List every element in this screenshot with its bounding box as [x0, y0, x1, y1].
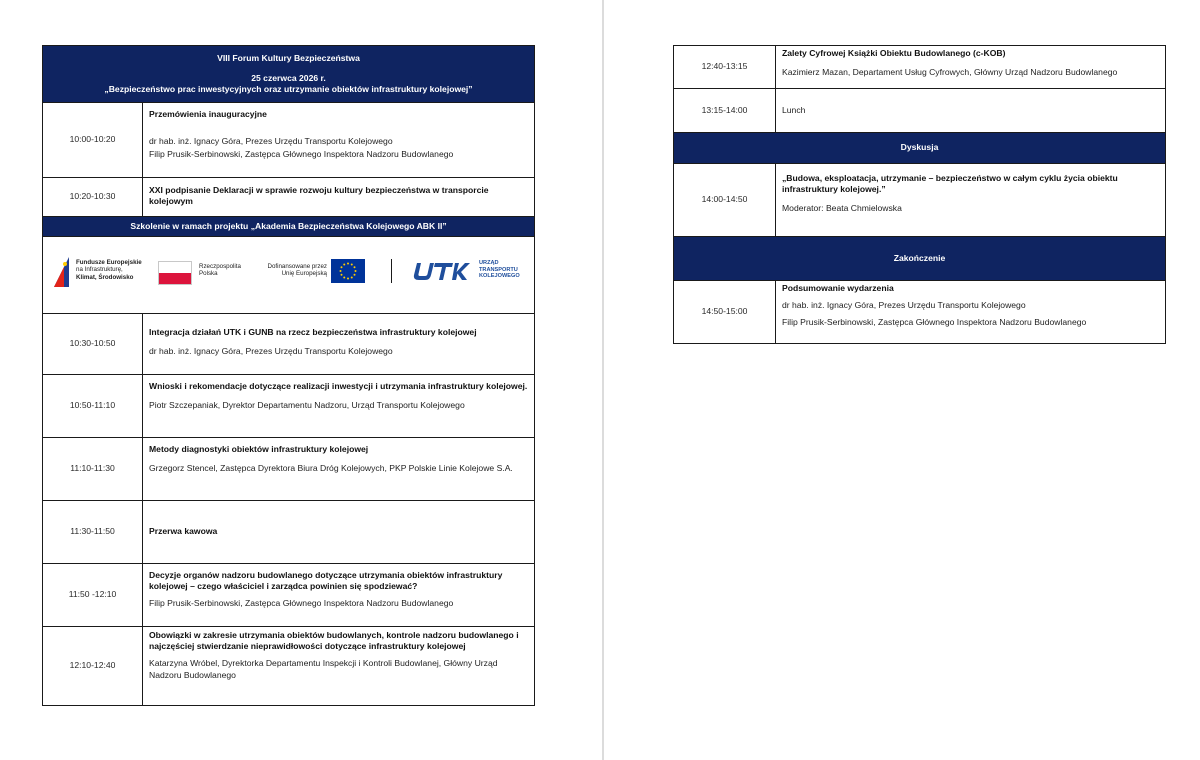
agenda-row: [674, 89, 1166, 133]
agenda-row: [43, 375, 535, 438]
fe-program: na Infrastrukturę,: [76, 266, 123, 274]
header-row: [43, 46, 535, 103]
logos-row: [43, 237, 535, 314]
session-title: Metody diagnostyki obiektów infrastruktury kolejowej: [149, 444, 369, 454]
forum-subtitle: „Bezpieczeństwo prac inwestycyjnych oraz utrzymanie obiektów infrastruktury kolejowej”: [104, 84, 473, 95]
session-cell: [776, 281, 1166, 344]
session-title: Przerwa kawowa: [149, 526, 218, 537]
session-title: Podsumowanie wydarzenia: [782, 283, 894, 293]
time-cell: 10:00-10:20: [43, 103, 143, 178]
session-cell: [143, 501, 535, 564]
fe-name: Fundusze Europejskie: [76, 259, 142, 266]
session-cell: [776, 46, 1166, 89]
eu-line: Dofinansowane przez: [267, 263, 327, 270]
forum-date: 25 czerwca 2026 r.: [251, 72, 326, 83]
utk-logo-icon: [411, 257, 473, 285]
session-title: Decyzje organów nadzoru budowlanego dotyczące utrzymania obiektów infrastruktury kolejowej – czego właściciel i zarządca powinien się spodziewać?: [149, 570, 503, 592]
speaker-line: Katarzyna Wróbel, Dyrektorka Departamentu Inspekcji i Kontroli Budowlanej, Główny Urząd Nadzoru Budowlanego: [149, 658, 498, 680]
section-header-closing: Zakończenie: [674, 237, 1166, 281]
time-cell: 10:20-10:30: [43, 178, 143, 217]
time-cell: 11:10-11:30: [43, 438, 143, 501]
session-cell: [776, 89, 1166, 133]
forum-title: VIII Forum Kultury Bezpieczeństwa: [217, 52, 360, 63]
session-title: XXI podpisanie Deklaracji w sprawie rozwoju kultury bezpieczeństwa w transporcie kolejowym: [149, 185, 489, 207]
eu-logo-text: [259, 263, 327, 278]
session-cell: [143, 314, 535, 375]
logos-cell: [43, 237, 535, 314]
time-cell: 14:50-15:00: [674, 281, 776, 344]
fundusze-europejskie-logo-icon: [54, 257, 69, 287]
page-divider: [602, 0, 604, 760]
utk-line: KOLEJOWEGO: [479, 273, 520, 280]
utk-line: TRANSPORTU: [479, 266, 518, 273]
speaker-line: Filip Prusik-Serbinowski, Zastępca Głównego Inspektora Nadzoru Budowlanego: [149, 598, 454, 609]
agenda-row: [43, 501, 535, 564]
session-title: Zalety Cyfrowej Książki Obiektu Budowlanego (c-KOB): [782, 48, 1006, 58]
session-cell: [143, 375, 535, 438]
time-cell: 13:15-14:00: [674, 89, 776, 133]
session-title: Wnioski i rekomendacje dotyczące realizacji inwestycji i utrzymania infrastruktury kolejowej.: [149, 381, 528, 391]
agenda-row: [43, 103, 535, 178]
section-header-training: Szkolenie w ramach projektu „Akademia Bezpieczeństwa Kolejowego ABK II”: [43, 217, 535, 237]
time-cell: 11:30-11:50: [43, 501, 143, 564]
eu-line: Unię Europejską: [281, 270, 327, 278]
time-cell: 11:50 -12:10: [43, 564, 143, 627]
agenda-table-left: [42, 45, 535, 706]
speaker-line: dr hab. inż. Ignacy Góra, Prezes Urzędu Transportu Kolejowego: [782, 300, 1026, 311]
eu-flag-icon: [331, 259, 365, 283]
section-row: [43, 217, 535, 237]
rp-line: Polska: [199, 270, 218, 278]
speaker-line: dr hab. inż. Ignacy Góra, Prezes Urzędu Transportu Kolejowego: [149, 346, 393, 357]
session-title: Obowiązki w zakresie utrzymania obiektów budowlanych, kontrole nadzoru budowlanego i najczęściej stwierdzanie nieprawidłowości dotyczące infrastruktury kolejowej: [149, 630, 519, 652]
speaker-line: Kazimierz Mazan, Departament Usług Cyfrowych, Główny Urząd Nadzoru Budowlanego: [782, 67, 1118, 78]
fe-logo-text: [76, 259, 142, 281]
session-cell: [143, 564, 535, 627]
time-cell: 14:00-14:50: [674, 164, 776, 237]
speaker-line: Filip Prusik-Serbinowski, Zastępca Głównego Inspektora Nadzoru Budowlanego: [782, 317, 1087, 328]
polish-flag-icon: [158, 261, 192, 285]
session-title: „Budowa, eksploatacja, utrzymanie – bezpieczeństwo w całym cyklu życia obiektu infrastruktury kolejowej.”: [782, 173, 1118, 195]
section-header-discussion: Dyskusja: [674, 133, 1166, 164]
moderator-line: Moderator: Beata Chmielowska: [782, 203, 902, 214]
agenda-row: [43, 314, 535, 375]
session-title: Przemówienia inauguracyjne: [149, 109, 267, 119]
fe-program: Klimat, Środowisko: [76, 273, 134, 281]
rp-line: Rzeczpospolita: [199, 263, 241, 270]
session-cell: [143, 178, 535, 217]
time-cell: 10:50-11:10: [43, 375, 143, 438]
session-cell: [143, 627, 535, 706]
section-row: [674, 237, 1166, 281]
agenda-row: [43, 564, 535, 627]
time-cell: 12:40-13:15: [674, 46, 776, 89]
speaker-line: Piotr Szczepaniak, Dyrektor Departamentu Nadzoru, Urząd Transportu Kolejowego: [149, 400, 465, 411]
agenda-row: [674, 46, 1166, 89]
agenda-row: [674, 164, 1166, 237]
partner-logos: [43, 237, 534, 313]
agenda-table-right: [673, 45, 1166, 344]
logo-separator: [391, 259, 392, 283]
utk-line: URZĄD: [479, 260, 499, 266]
utk-logo-text: [479, 260, 520, 280]
session-title: Integracja działań UTK i GUNB na rzecz bezpieczeństwa infrastruktury kolejowej: [149, 327, 477, 337]
speaker-line: Grzegorz Stencel, Zastępca Dyrektora Biura Dróg Kolejowych, PKP Polskie Linie Kolejowe S.A.: [149, 463, 513, 474]
section-row: [674, 133, 1166, 164]
agenda-row: [674, 281, 1166, 344]
speaker-line: dr hab. inż. Ignacy Góra, Prezes Urzędu Transportu Kolejowego: [149, 136, 393, 147]
session-cell: [143, 438, 535, 501]
forum-header: [43, 46, 535, 103]
session-cell: [776, 164, 1166, 237]
speaker-line: Filip Prusik-Serbinowski, Zastępca Głównego Inspektora Nadzoru Budowlanego: [149, 149, 454, 160]
time-cell: 12:10-12:40: [43, 627, 143, 706]
agenda-row: [43, 627, 535, 706]
time-cell: 10:30-10:50: [43, 314, 143, 375]
rp-logo-text: [199, 263, 241, 278]
session-label-lunch: Lunch: [782, 104, 806, 115]
session-cell: [143, 103, 535, 178]
agenda-row: [43, 438, 535, 501]
agenda-row: [43, 178, 535, 217]
